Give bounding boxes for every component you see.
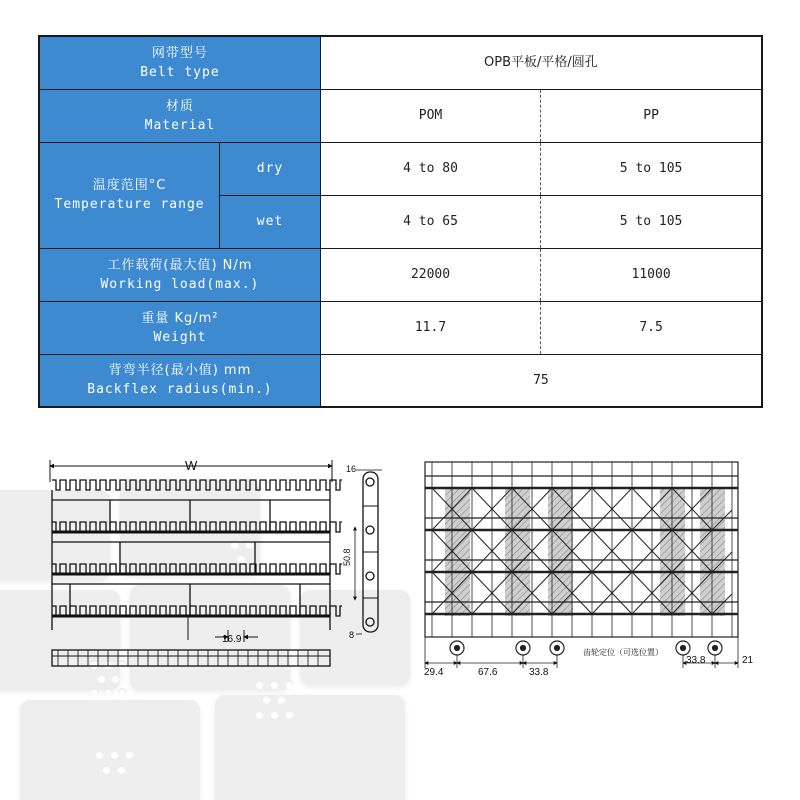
dim-left: 29.4 bbox=[424, 667, 444, 678]
temp-dry-pom: 4 to 80 bbox=[320, 142, 540, 195]
temperature-label: 温度范围°C Temperature range bbox=[39, 142, 220, 248]
weight-pom: 11.7 bbox=[320, 301, 540, 354]
bottom-dim: 8 bbox=[349, 630, 355, 640]
top-dim: 16 bbox=[346, 464, 357, 474]
weight-pp: 7.5 bbox=[541, 301, 762, 354]
belt-side-view bbox=[355, 470, 382, 634]
belt-type-label: 网带型号 Belt type bbox=[39, 36, 320, 89]
belt-top-view bbox=[50, 460, 342, 666]
material-pp: PP bbox=[541, 89, 762, 142]
belt-type-value: OPB平板/平格/圆孔 bbox=[320, 36, 762, 89]
backflex-value: 75 bbox=[320, 354, 762, 407]
weight-label: 重量 Kg/m² Weight bbox=[39, 301, 320, 354]
sprocket-note: 齿轮定位（可选位置） bbox=[583, 648, 663, 657]
working-load-label: 工作载荷(最大值) N/m Working load(max.) bbox=[39, 248, 320, 301]
working-load-pp: 11000 bbox=[541, 248, 762, 301]
pitch-dim: 16.9 bbox=[222, 634, 242, 645]
temp-dry-pp: 5 to 105 bbox=[541, 142, 762, 195]
dim-span: 67.6 bbox=[478, 667, 498, 678]
dim-right-inner: 33.8 bbox=[686, 655, 706, 666]
temp-dry-label: dry bbox=[220, 142, 321, 195]
width-label: W bbox=[185, 458, 198, 473]
working-load-pom: 22000 bbox=[320, 248, 540, 301]
temp-wet-label: wet bbox=[220, 195, 321, 248]
temp-wet-pp: 5 to 105 bbox=[541, 195, 762, 248]
height-dim: 50.8 bbox=[342, 548, 352, 566]
belt-sprocket-view bbox=[425, 462, 738, 668]
dim-right: 21 bbox=[742, 655, 754, 666]
material-label: 材质 Material bbox=[39, 89, 320, 142]
dim-inner: 33.8 bbox=[529, 667, 549, 678]
backflex-label: 背弯半径(最小值) mm Backflex radius(min.) bbox=[39, 354, 320, 407]
temp-wet-pom: 4 to 65 bbox=[320, 195, 540, 248]
material-pom: POM bbox=[320, 89, 540, 142]
